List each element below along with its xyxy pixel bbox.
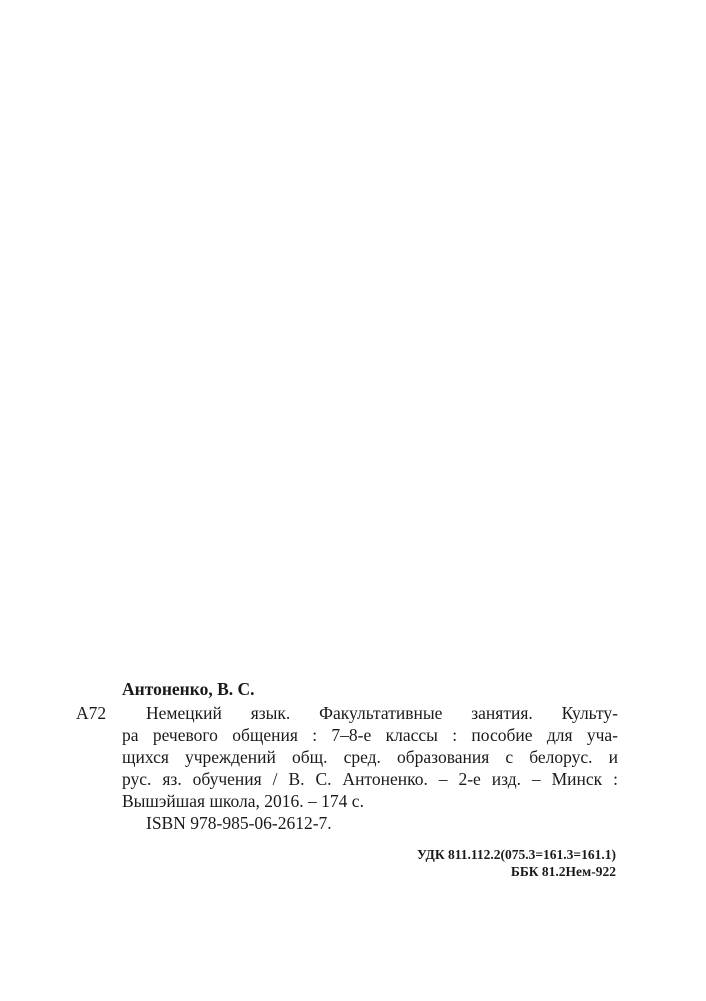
classification-code: А72: [76, 703, 107, 723]
description-line: щихся учреждений общ. сред. образования с белорус. и: [122, 747, 618, 767]
bbk-index: ББК 81.2Нем-922: [510, 864, 616, 879]
author-heading: Антоненко, В. С.: [122, 679, 255, 699]
isbn: ISBN 978-985-06-2612-7.: [146, 813, 332, 833]
bibliographic-description: [122, 702, 618, 834]
udc-index: УДК 811.112.2(075.3=161.3=161.1): [416, 847, 616, 862]
description-line: ра речевого общения : 7–8-е классы : пособие для уча-: [122, 725, 618, 745]
description-line: Немецкий язык. Факультативные занятия. Культу-: [146, 703, 618, 723]
description-line: Вышэйшая школа, 2016. – 174 с.: [122, 791, 364, 811]
classification-indices: [417, 846, 616, 880]
description-line: рус. яз. обучения / В. С. Антоненко. – 2-е изд. – Минск :: [122, 769, 618, 789]
